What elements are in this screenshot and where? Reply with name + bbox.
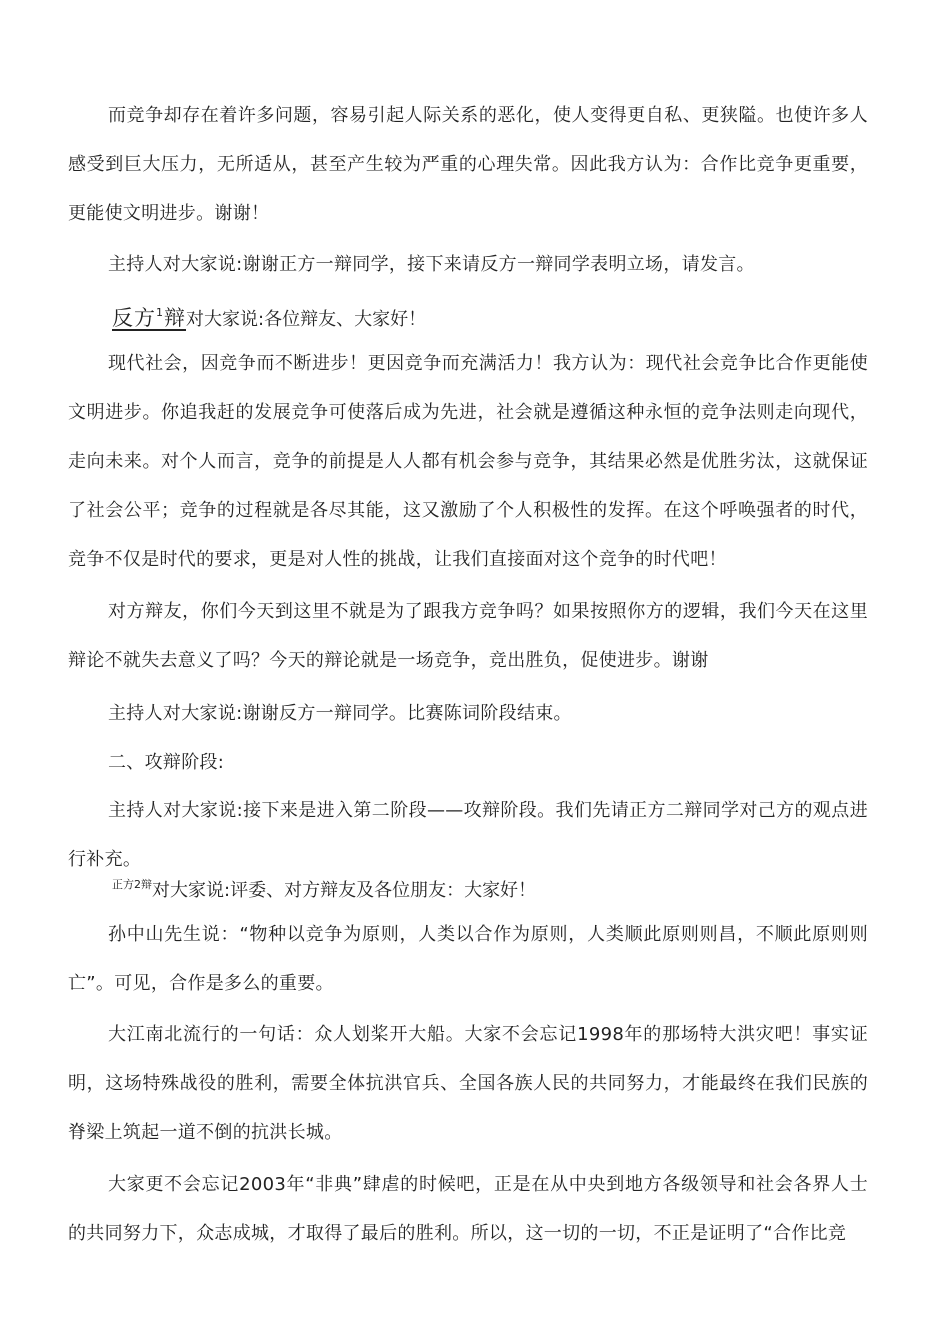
paragraph-2003-sars: 大家更不会忘记2003年“非典”肆虐的时候吧，正是在从中央到地方各级领导和社会各界人士的共同努力下，众志成城，才取得了最后的胜利。所以，这一切的一切，不正是证明了“合作比竞 [68,1174,868,1244]
section-heading-cross-examination: 二、攻辩阶段: [108,752,225,773]
speaker-tag-negative-1: 反方$^1$辩 [112,306,186,330]
paragraph-negative-opening: 现代社会，因竞争而不断进步！更因竞争而充满活力！我方认为：现代社会竞争比合作更能使文明进步。你追我赶的发展竞争可使落后成为先进，社会就是遵循这种永恒的竞争法则走向现代，走向未来。对个人而言，竞争的前提是人人都有机会参与竞争，其结果必然是优胜劣汰，这就保证了社会公平；竞争的过程就是各尽其能，这又激励了个人积极性的发挥。在这个呼唤强者的时代，竞争不仅是时代的要求，更是对人性的挑战，让我们直接面对这个竞争的时代吧！ [68,353,868,570]
paragraph-negative-rebuttal: 对方辩友，你们今天到这里不就是为了跟我方竞争吗？如果按照你方的逻辑，我们今天在这里辩论不就失去意义了吗？今天的辩论就是一场竞争，竞出胜负，促使进步。谢谢 [68,601,868,671]
speaker-greeting: 对大家说:各位辩友、大家好！ [186,309,427,330]
paragraph-affirmative-closing: 而竞争却存在着许多问题，容易引起人际关系的恶化，使人变得更自私、更狭隘。也使许多人感受到巨大压力，无所适从，甚至产生较为严重的心理失常。因此我方认为：合作比竞争更重要，更能使文明进步。谢谢！ [68,105,868,224]
paragraph-host-transition-2: 主持人对大家说:谢谢反方一辩同学。比赛陈词阶段结束。 [108,703,572,724]
paragraph-host-transition-1: 主持人对大家说:谢谢正方一辩同学，接下来请反方一辩同学表明立场，请发言。 [108,254,755,275]
paragraph-1998-flood: 大江南北流行的一句话：众人划桨开大船。大家不会忘记1998年的那场特大洪灾吧！事实证明，这场特殊战役的胜利，需要全体抗洪官兵、全国各族人民的共同努力，才能最终在我们民族的脊梁上筑起一道不倒的抗洪长城。 [68,1024,868,1143]
speaker-line-negative-1 [112,298,426,335]
paragraph-host-transition-3: 主持人对大家说:接下来是进入第二阶段——攻辩阶段。我们先请正方二辩同学对己方的观点进行补充。 [68,800,868,870]
speaker-tag-affirmative-2: 正方2辩 [112,878,152,891]
paragraph-sun-yatsen-quote: 孙中山先生说：“物种以竞争为原则，人类以合作为原则，人类顺此原则则昌，不顺此原则则亡”。可见，合作是多么的重要。 [68,924,868,994]
speaker-greeting: 对大家说:评委、对方辩友及各位朋友：大家好！ [152,880,537,901]
speaker-line-affirmative-2 [112,876,536,908]
